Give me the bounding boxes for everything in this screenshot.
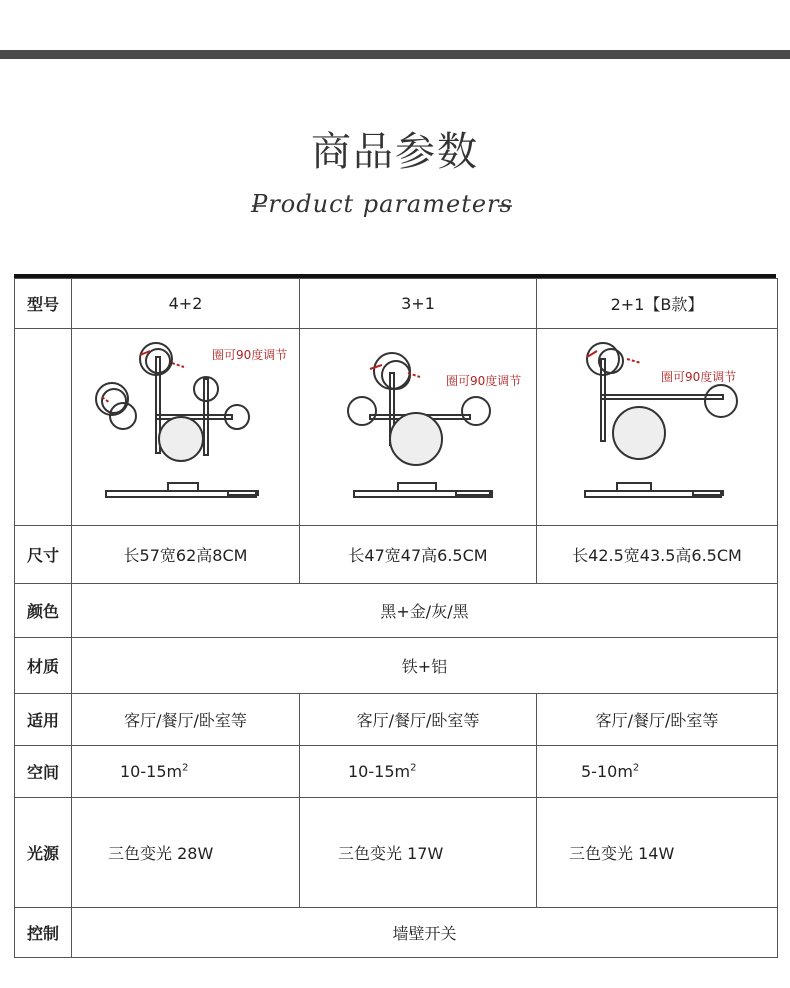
row-image — [15, 329, 778, 526]
model-value-2: 3+1 — [300, 279, 537, 329]
usage-value-1: 客厅/餐厅/卧室等 — [72, 694, 300, 746]
page-subtitle-script — [200, 186, 590, 226]
product-image-2 — [300, 329, 537, 526]
light-value-2: 三色变光 17W — [300, 798, 537, 908]
space-exp-2: 2 — [410, 762, 417, 774]
model-value-3: 2+1【B款】 — [537, 279, 778, 329]
usage-value-3: 客厅/餐厅/卧室等 — [537, 694, 778, 746]
row-light — [15, 798, 778, 908]
light-value-1: 三色变光 28W — [72, 798, 300, 908]
product-image-3 — [537, 329, 778, 526]
space-value-1 — [72, 746, 300, 798]
usage-label: 适用 — [15, 694, 72, 746]
space-exp-1: 2 — [182, 762, 189, 774]
space-value-3 — [537, 746, 778, 798]
parameter-table — [14, 274, 776, 958]
product-image-1 — [72, 329, 300, 526]
row-usage — [15, 694, 778, 746]
lamp-drawing-2 — [300, 329, 536, 525]
row-model — [15, 279, 778, 329]
row-color — [15, 584, 778, 638]
light-value-3: 三色变光 14W — [537, 798, 778, 908]
row-control — [15, 908, 778, 958]
subtitle-text: Product parameters — [251, 190, 513, 218]
space-label: 空间 — [15, 746, 72, 798]
material-label: 材质 — [15, 638, 72, 694]
light-label: 光源 — [15, 798, 72, 908]
size-value-1: 长57宽62高8CM — [72, 526, 300, 584]
space-text-1: 10-15m — [120, 762, 183, 781]
space-value-2 — [300, 746, 537, 798]
size-value-2: 长47宽47高6.5CM — [300, 526, 537, 584]
image-note-3: 圈可90度调节 — [661, 370, 737, 384]
model-label: 型号 — [15, 279, 72, 329]
image-note-1: 圈可90度调节 — [212, 348, 288, 362]
space-text-3: 5-10m — [581, 762, 633, 781]
row-material — [15, 638, 778, 694]
page-title: 商品参数 — [311, 129, 479, 175]
control-value: 墙壁开关 — [72, 908, 778, 958]
usage-value-2: 客厅/餐厅/卧室等 — [300, 694, 537, 746]
top-divider-bar — [0, 50, 790, 59]
color-value: 黑+金/灰/黑 — [72, 584, 778, 638]
image-label — [15, 329, 72, 526]
model-value-1: 4+2 — [72, 279, 300, 329]
param-table — [14, 278, 778, 958]
lamp-drawing-3 — [537, 329, 777, 525]
material-value: 铁+铝 — [72, 638, 778, 694]
color-label: 颜色 — [15, 584, 72, 638]
control-label: 控制 — [15, 908, 72, 958]
size-label: 尺寸 — [15, 526, 72, 584]
subtitle-svg — [200, 186, 590, 226]
row-size — [15, 526, 778, 584]
row-space — [15, 746, 778, 798]
space-text-2: 10-15m — [348, 762, 411, 781]
image-note-2: 圈可90度调节 — [446, 374, 522, 388]
lamp-drawing-1 — [72, 329, 299, 525]
size-value-3: 长42.5宽43.5高6.5CM — [537, 526, 778, 584]
space-exp-3: 2 — [632, 762, 640, 774]
